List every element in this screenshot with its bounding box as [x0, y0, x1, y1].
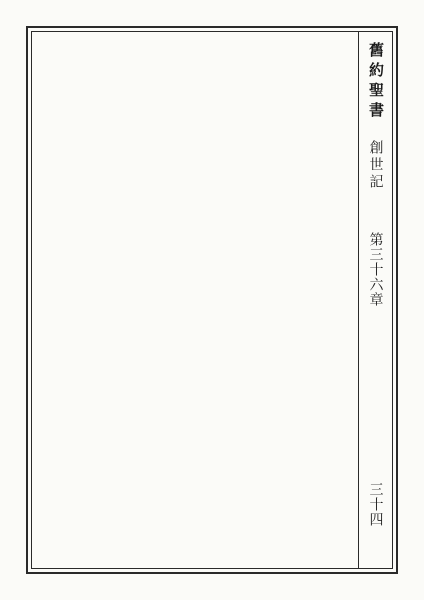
- text-column: [195, 38, 212, 562]
- page-frame: [26, 26, 398, 574]
- text-column: [55, 38, 72, 562]
- section-title: 創世記: [367, 140, 384, 191]
- page-number: 三十四: [367, 482, 384, 527]
- text-column: [160, 38, 177, 562]
- text-column: [335, 38, 352, 562]
- text-column: [213, 38, 230, 562]
- text-column: [108, 38, 125, 562]
- text-column: [38, 38, 55, 562]
- chapter-heading: 第三十六章: [367, 232, 384, 307]
- page-frame-inner: [31, 31, 393, 569]
- text-column: [143, 38, 160, 562]
- text-column: [300, 38, 317, 562]
- text-column: [178, 38, 195, 562]
- text-column: [125, 38, 142, 562]
- book-title: 舊約聖書: [367, 42, 385, 122]
- text-column: [283, 38, 300, 562]
- text-column: [248, 38, 265, 562]
- margin-strip: [358, 32, 392, 568]
- text-column: [230, 38, 247, 562]
- text-column: [73, 38, 90, 562]
- text-column: [265, 38, 282, 562]
- text-column: [90, 38, 107, 562]
- text-body: [38, 38, 352, 562]
- text-column: [318, 38, 335, 562]
